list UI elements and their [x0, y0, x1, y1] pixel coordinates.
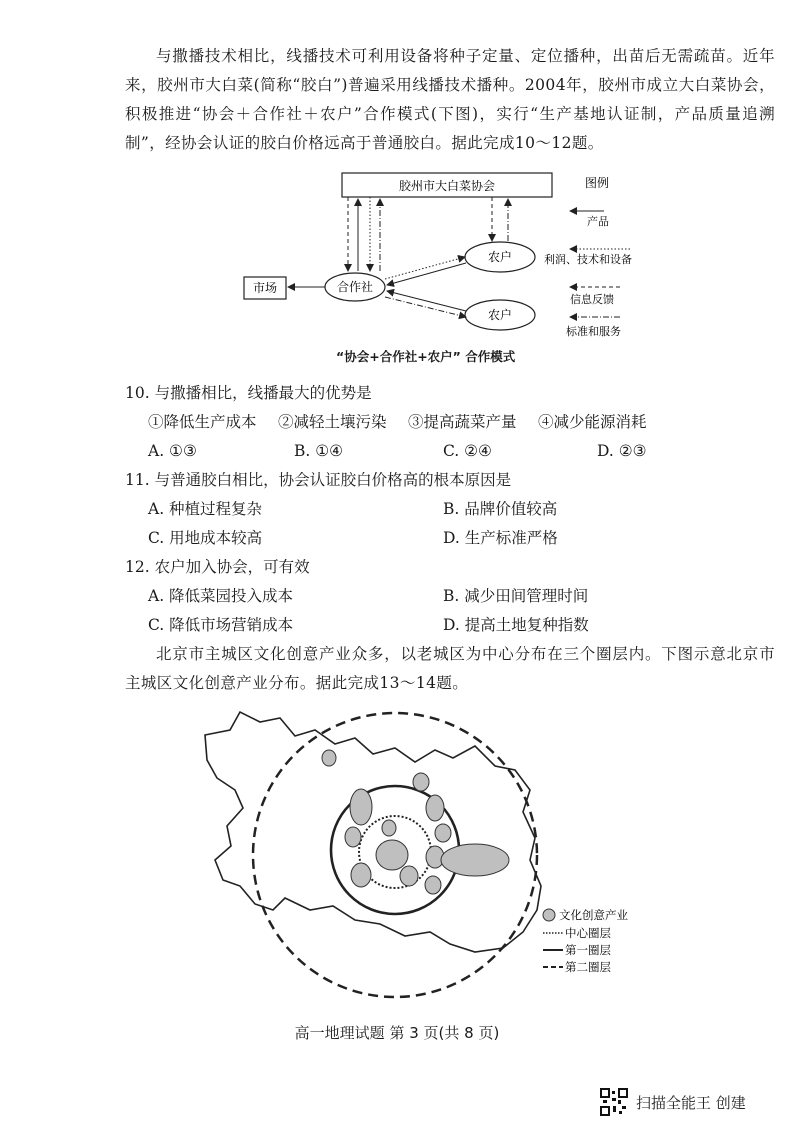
association-label: 胶州市大白菜协会: [398, 179, 496, 193]
q10-item-3: ③提高蔬菜产量: [408, 413, 517, 431]
scanner-watermark: [600, 1088, 746, 1116]
q10-option-d: D. ②③: [597, 442, 647, 460]
legend-cultural-industry: 文化创意产业: [559, 908, 628, 922]
intro-paragraph-2: 北京市主城区文化创意产业众多，以老城区为中心分布在三个圈层内。下图示意北京市主城区文化创意产业分布。据此完成13～14题。: [125, 645, 775, 692]
q10-option-b: B. ①④: [294, 442, 344, 460]
q10-stem: 10. 与撒播相比，线播最大的优势是: [125, 384, 372, 402]
q12-stem: 12. 农户加入协会，可有效: [125, 558, 310, 576]
beijing-cultural-industry-map: [185, 700, 655, 1005]
q11-stem: 11. 与普通胶白相比，协会认证胶白价格高的根本原因是: [125, 471, 512, 489]
cooperative-label: 合作社: [336, 280, 374, 294]
figure-1-caption: “协会+合作社+农户” 合作模式: [336, 349, 516, 364]
legend-item-profit: 利润、技术和设备: [544, 253, 632, 266]
q10-option-a: A. ①③: [148, 442, 197, 460]
farmer-label-1: 农户: [487, 250, 513, 264]
watermark-text: 扫描全能王 创建: [636, 1093, 746, 1112]
market-label: 市场: [252, 281, 278, 295]
q11-option-a: A. 种植过程复杂: [148, 500, 263, 518]
farmer-label-2: 农户: [487, 308, 513, 322]
q10-item-1: ①降低生产成本: [148, 413, 257, 431]
intro-paragraph-1: 与撒播技术相比，线播技术可利用设备将种子定量、定位播种，出苗后无需疏苗。近年来，胶州市大白菜(简称“胶白”)普遍采用线播技术播种。2004年，胶州市成立大白菜协会，积极推进“协会＋合作社＋农户”合作模式(下图)，实行“生产基地认证制，产品质量追溯制”，经协会认证的胶白价格远高于普通胶白。据此完成10～12题。: [125, 47, 775, 152]
q10-item-2: ②减轻土壤污染: [278, 413, 387, 431]
legend-second-layer: 第二圈层: [565, 960, 611, 974]
legend-item-product: 产品: [587, 215, 609, 228]
page-footer: 高一地理试题 第 3 页(共 8 页): [294, 1024, 500, 1042]
legend-title: 图例: [585, 176, 610, 190]
legend-center-layer: 中心圈层: [565, 926, 611, 940]
q10-option-c: C. ②④: [443, 442, 492, 460]
qr-code-icon: [600, 1088, 628, 1116]
q11-option-d: D. 生产标准严格: [443, 529, 558, 547]
q10-item-4: ④减少能源消耗: [538, 413, 647, 431]
q12-option-d: D. 提高土地复种指数: [443, 616, 589, 634]
legend-item-standard: 标准和服务: [566, 325, 621, 338]
legend-first-layer: 第一圈层: [565, 943, 611, 957]
cooperation-model-diagram: [230, 165, 660, 355]
q12-option-a: A. 降低菜园投入成本: [148, 587, 294, 605]
legend-item-feedback: 信息反馈: [570, 293, 614, 306]
q11-option-c: C. 用地成本较高: [148, 529, 263, 547]
q11-option-b: B. 品牌价值较高: [443, 500, 558, 518]
q12-option-c: C. 降低市场营销成本: [148, 616, 294, 634]
q12-option-b: B. 减少田间管理时间: [443, 587, 589, 605]
